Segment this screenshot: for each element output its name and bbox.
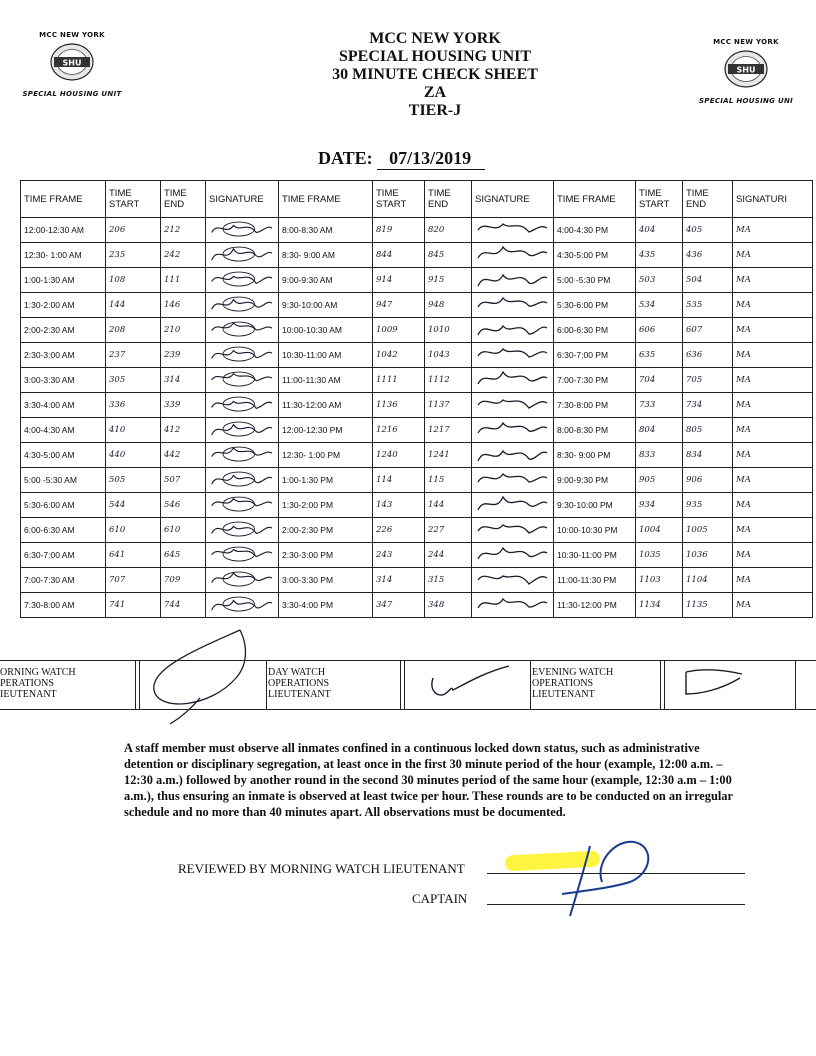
evening-watch-label: EVENING WATCH OPERATIONS LIEUTENANT bbox=[532, 667, 614, 700]
handwritten-signature-mark bbox=[475, 593, 554, 615]
time-end-cell: 709 bbox=[161, 568, 206, 593]
time-frame-cell: 9:30-10:00 PM bbox=[554, 493, 636, 518]
signature-cell: MA bbox=[733, 518, 813, 543]
signature-cell bbox=[472, 418, 554, 443]
time-start-cell: 505 bbox=[106, 468, 161, 493]
time-start-cell: 143 bbox=[373, 493, 425, 518]
time-frame-cell: 3:30-4:00 AM bbox=[21, 393, 106, 418]
date-value: 07/13/2019 bbox=[377, 148, 485, 170]
time-start-cell: 844 bbox=[373, 243, 425, 268]
signature-cell bbox=[206, 218, 279, 243]
time-end-cell: 339 bbox=[161, 393, 206, 418]
time-end-cell: 636 bbox=[683, 343, 733, 368]
handwritten-signature-mark bbox=[209, 568, 279, 590]
col-header: TIME END bbox=[683, 181, 733, 218]
handwritten-signature-mark bbox=[475, 343, 554, 365]
time-frame-cell: 10:30-11:00 AM bbox=[279, 343, 373, 368]
signature-cell: MA bbox=[733, 593, 813, 618]
col-header: TIME START bbox=[636, 181, 683, 218]
signature-cell bbox=[206, 268, 279, 293]
date-field bbox=[318, 148, 485, 170]
handwritten-signature-mark bbox=[475, 268, 554, 290]
table-row bbox=[21, 518, 813, 543]
signature-cell bbox=[206, 368, 279, 393]
table-row bbox=[21, 293, 813, 318]
signature-cell bbox=[206, 343, 279, 368]
signature-cell: MA bbox=[733, 243, 813, 268]
time-end-cell: 805 bbox=[683, 418, 733, 443]
time-frame-cell: 10:30-11:00 PM bbox=[554, 543, 636, 568]
handwritten-signature-mark bbox=[209, 468, 279, 490]
time-start-cell: 1136 bbox=[373, 393, 425, 418]
time-end-cell: 610 bbox=[161, 518, 206, 543]
time-frame-cell: 1:30-2:00 AM bbox=[21, 293, 106, 318]
time-frame-cell: 12:30- 1:00 AM bbox=[21, 243, 106, 268]
morning-watch-label: ORNING WATCH PERATIONS IEUTENANT bbox=[0, 667, 76, 700]
table-row bbox=[21, 468, 813, 493]
time-end-cell: 1005 bbox=[683, 518, 733, 543]
table-row bbox=[21, 368, 813, 393]
signature-cell: MA bbox=[733, 368, 813, 393]
signature-cell bbox=[472, 443, 554, 468]
time-end-cell: 242 bbox=[161, 243, 206, 268]
time-end-cell: 244 bbox=[425, 543, 472, 568]
time-frame-cell: 5:00 -5:30 AM bbox=[21, 468, 106, 493]
handwritten-signature-mark bbox=[475, 493, 554, 515]
time-end-cell: 1104 bbox=[683, 568, 733, 593]
signature-cell bbox=[206, 443, 279, 468]
time-frame-cell: 7:30-8:00 PM bbox=[554, 393, 636, 418]
signature-cell bbox=[472, 343, 554, 368]
signature-cell bbox=[206, 318, 279, 343]
handwritten-signature-mark bbox=[209, 368, 279, 390]
time-start-cell: 243 bbox=[373, 543, 425, 568]
time-end-cell: 705 bbox=[683, 368, 733, 393]
signature-cell bbox=[472, 493, 554, 518]
time-start-cell: 804 bbox=[636, 418, 683, 443]
signature-cell bbox=[472, 468, 554, 493]
time-frame-cell: 7:30-8:00 AM bbox=[21, 593, 106, 618]
time-start-cell: 544 bbox=[106, 493, 161, 518]
signature-cell bbox=[472, 568, 554, 593]
time-end-cell: 1112 bbox=[425, 368, 472, 393]
time-end-cell: 314 bbox=[161, 368, 206, 393]
time-end-cell: 442 bbox=[161, 443, 206, 468]
time-end-cell: 115 bbox=[425, 468, 472, 493]
table-header-row bbox=[21, 181, 813, 218]
time-frame-cell: 6:00-6:30 PM bbox=[554, 318, 636, 343]
time-start-cell: 404 bbox=[636, 218, 683, 243]
col-header: SIGNATURE bbox=[206, 181, 279, 218]
time-frame-cell: 4:00-4:30 PM bbox=[554, 218, 636, 243]
signature-cell bbox=[472, 243, 554, 268]
time-start-cell: 347 bbox=[373, 593, 425, 618]
time-start-cell: 947 bbox=[373, 293, 425, 318]
time-end-cell: 111 bbox=[161, 268, 206, 293]
signature-cell: MA bbox=[733, 493, 813, 518]
time-frame-cell: 7:00-7:30 AM bbox=[21, 568, 106, 593]
table-row bbox=[21, 343, 813, 368]
handwritten-signature-mark bbox=[475, 468, 554, 490]
signature-cell bbox=[206, 493, 279, 518]
signature-cell bbox=[472, 368, 554, 393]
time-end-cell: 820 bbox=[425, 218, 472, 243]
handwritten-signature-mark bbox=[475, 568, 554, 590]
time-end-cell: 906 bbox=[683, 468, 733, 493]
handwritten-signature-mark bbox=[209, 543, 279, 565]
time-end-cell: 348 bbox=[425, 593, 472, 618]
time-start-cell: 1134 bbox=[636, 593, 683, 618]
signature-cell bbox=[472, 293, 554, 318]
time-frame-cell: 5:30-6:00 AM bbox=[21, 493, 106, 518]
time-end-cell: 504 bbox=[683, 268, 733, 293]
time-start-cell: 1009 bbox=[373, 318, 425, 343]
table-row bbox=[21, 243, 813, 268]
time-end-cell: 744 bbox=[161, 593, 206, 618]
time-frame-cell: 10:00-10:30 AM bbox=[279, 318, 373, 343]
time-end-cell: 507 bbox=[161, 468, 206, 493]
time-frame-cell: 3:00-3:30 PM bbox=[279, 568, 373, 593]
time-frame-cell: 8:30- 9:00 PM bbox=[554, 443, 636, 468]
time-start-cell: 606 bbox=[636, 318, 683, 343]
signature-cell bbox=[472, 543, 554, 568]
right-seal-text: SHU bbox=[736, 65, 756, 75]
right-logo bbox=[696, 38, 796, 105]
signature-cell bbox=[472, 318, 554, 343]
signature-cell bbox=[206, 243, 279, 268]
time-end-cell: 935 bbox=[683, 493, 733, 518]
signature-cell: MA bbox=[733, 218, 813, 243]
handwritten-signature-mark bbox=[475, 418, 554, 440]
signature-cell bbox=[472, 593, 554, 618]
time-frame-cell: 12:30- 1:00 PM bbox=[279, 443, 373, 468]
time-frame-cell: 6:30-7:00 AM bbox=[21, 543, 106, 568]
time-start-cell: 226 bbox=[373, 518, 425, 543]
header-line-4: ZA bbox=[423, 84, 447, 101]
time-start-cell: 108 bbox=[106, 268, 161, 293]
time-start-cell: 206 bbox=[106, 218, 161, 243]
time-end-cell: 1241 bbox=[425, 443, 472, 468]
left-logo-top-text: MCC NEW YORK bbox=[39, 31, 105, 39]
time-end-cell: 212 bbox=[161, 218, 206, 243]
handwritten-signature-mark bbox=[475, 368, 554, 390]
evening-watch-signature-mark bbox=[680, 664, 750, 704]
signature-cell: MA bbox=[733, 393, 813, 418]
time-end-cell: 645 bbox=[161, 543, 206, 568]
col-header: SIGNATURI bbox=[733, 181, 813, 218]
time-start-cell: 610 bbox=[106, 518, 161, 543]
time-frame-cell: 8:30- 9:00 AM bbox=[279, 243, 373, 268]
time-start-cell: 144 bbox=[106, 293, 161, 318]
signature-cell bbox=[472, 218, 554, 243]
signature-cell bbox=[206, 568, 279, 593]
time-end-cell: 845 bbox=[425, 243, 472, 268]
header-line-5: TIER-J bbox=[408, 102, 462, 119]
time-end-cell: 1137 bbox=[425, 393, 472, 418]
time-frame-cell: 9:30-10:00 AM bbox=[279, 293, 373, 318]
col-header: SIGNATURE bbox=[472, 181, 554, 218]
time-end-cell: 546 bbox=[161, 493, 206, 518]
time-start-cell: 235 bbox=[106, 243, 161, 268]
time-frame-cell: 8:00-8:30 PM bbox=[554, 418, 636, 443]
col-header: TIME END bbox=[161, 181, 206, 218]
time-start-cell: 237 bbox=[106, 343, 161, 368]
time-frame-cell: 8:00-8:30 AM bbox=[279, 218, 373, 243]
time-start-cell: 314 bbox=[373, 568, 425, 593]
time-start-cell: 934 bbox=[636, 493, 683, 518]
time-frame-cell: 12:00-12:30 AM bbox=[21, 218, 106, 243]
captain-label: CAPTAIN bbox=[412, 891, 468, 906]
header-line-3: 30 MINUTE CHECK SHEET bbox=[332, 66, 538, 83]
left-seal-text: SHU bbox=[62, 58, 82, 68]
handwritten-signature-mark bbox=[209, 268, 279, 290]
time-frame-cell: 6:00-6:30 AM bbox=[21, 518, 106, 543]
left-logo bbox=[22, 31, 122, 98]
handwritten-signature-mark bbox=[475, 218, 554, 240]
time-end-cell: 1217 bbox=[425, 418, 472, 443]
time-frame-cell: 5:30-6:00 PM bbox=[554, 293, 636, 318]
time-frame-cell: 3:00-3:30 AM bbox=[21, 368, 106, 393]
time-end-cell: 146 bbox=[161, 293, 206, 318]
time-end-cell: 915 bbox=[425, 268, 472, 293]
table-row bbox=[21, 268, 813, 293]
document-header bbox=[280, 30, 590, 120]
time-end-cell: 1010 bbox=[425, 318, 472, 343]
time-start-cell: 440 bbox=[106, 443, 161, 468]
handwritten-signature-mark bbox=[209, 318, 279, 340]
table-row bbox=[21, 393, 813, 418]
handwritten-signature-mark bbox=[475, 543, 554, 565]
time-frame-cell: 1:00-1:30 AM bbox=[21, 268, 106, 293]
handwritten-signature-mark bbox=[209, 443, 279, 465]
time-end-cell: 607 bbox=[683, 318, 733, 343]
time-frame-cell: 2:30-3:00 AM bbox=[21, 343, 106, 368]
time-frame-cell: 1:30-2:00 PM bbox=[279, 493, 373, 518]
col-header: TIME START bbox=[373, 181, 425, 218]
signature-cell: MA bbox=[733, 443, 813, 468]
day-watch-label: DAY WATCH OPERATIONS LIEUTENANT bbox=[268, 667, 331, 700]
right-logo-bottom-text: SPECIAL HOUSING UNI bbox=[698, 97, 794, 105]
time-frame-cell: 10:00-10:30 PM bbox=[554, 518, 636, 543]
time-end-cell: 315 bbox=[425, 568, 472, 593]
shu-seal-icon bbox=[723, 49, 769, 89]
col-header: TIME FRAME bbox=[554, 181, 636, 218]
time-frame-cell: 11:30-12:00 PM bbox=[554, 593, 636, 618]
time-frame-cell: 9:00-9:30 PM bbox=[554, 468, 636, 493]
time-frame-cell: 4:00-4:30 AM bbox=[21, 418, 106, 443]
time-start-cell: 635 bbox=[636, 343, 683, 368]
col-header: TIME START bbox=[106, 181, 161, 218]
time-frame-cell: 5:00 -5:30 PM bbox=[554, 268, 636, 293]
time-end-cell: 405 bbox=[683, 218, 733, 243]
time-start-cell: 704 bbox=[636, 368, 683, 393]
time-start-cell: 1035 bbox=[636, 543, 683, 568]
handwritten-signature-mark bbox=[475, 443, 554, 465]
signature-cell: MA bbox=[733, 418, 813, 443]
handwritten-signature-mark bbox=[475, 293, 554, 315]
time-end-cell: 1036 bbox=[683, 543, 733, 568]
time-start-cell: 905 bbox=[636, 468, 683, 493]
handwritten-signature-mark bbox=[209, 343, 279, 365]
time-frame-cell: 2:00-2:30 AM bbox=[21, 318, 106, 343]
time-frame-cell: 11:30-12:00 AM bbox=[279, 393, 373, 418]
handwritten-signature-mark bbox=[475, 393, 554, 415]
time-end-cell: 227 bbox=[425, 518, 472, 543]
day-watch-signature-mark bbox=[425, 664, 515, 704]
time-frame-cell: 4:30-5:00 AM bbox=[21, 443, 106, 468]
time-frame-cell: 12:00-12:30 PM bbox=[279, 418, 373, 443]
time-frame-cell: 2:30-3:00 PM bbox=[279, 543, 373, 568]
signature-cell: MA bbox=[733, 343, 813, 368]
handwritten-signature-mark bbox=[209, 218, 279, 240]
time-start-cell: 733 bbox=[636, 393, 683, 418]
time-end-cell: 144 bbox=[425, 493, 472, 518]
time-frame-cell: 11:00-11:30 PM bbox=[554, 568, 636, 593]
handwritten-signature-mark bbox=[209, 393, 279, 415]
check-sheet-table bbox=[20, 180, 813, 618]
time-end-cell: 734 bbox=[683, 393, 733, 418]
signature-cell bbox=[472, 268, 554, 293]
time-start-cell: 819 bbox=[373, 218, 425, 243]
time-start-cell: 641 bbox=[106, 543, 161, 568]
time-start-cell: 503 bbox=[636, 268, 683, 293]
time-end-cell: 436 bbox=[683, 243, 733, 268]
time-frame-cell: 3:30-4:00 PM bbox=[279, 593, 373, 618]
header-line-1: MCC NEW YORK bbox=[369, 30, 501, 47]
time-end-cell: 412 bbox=[161, 418, 206, 443]
header-line-2: SPECIAL HOUSING UNIT bbox=[338, 48, 532, 65]
time-end-cell: 210 bbox=[161, 318, 206, 343]
table-row bbox=[21, 418, 813, 443]
time-start-cell: 534 bbox=[636, 293, 683, 318]
signature-cell bbox=[206, 543, 279, 568]
review-lieutenant-label: REVIEWED BY MORNING WATCH LIEUTENANT bbox=[178, 861, 465, 876]
signature-cell: MA bbox=[733, 468, 813, 493]
time-frame-cell: 11:00-11:30 AM bbox=[279, 368, 373, 393]
handwritten-signature-mark bbox=[209, 418, 279, 440]
time-end-cell: 239 bbox=[161, 343, 206, 368]
time-start-cell: 741 bbox=[106, 593, 161, 618]
handwritten-signature-mark bbox=[209, 293, 279, 315]
time-start-cell: 1111 bbox=[373, 368, 425, 393]
time-start-cell: 1103 bbox=[636, 568, 683, 593]
table-row bbox=[21, 318, 813, 343]
time-end-cell: 1043 bbox=[425, 343, 472, 368]
time-start-cell: 435 bbox=[636, 243, 683, 268]
handwritten-signature-mark bbox=[209, 493, 279, 515]
signature-cell bbox=[472, 393, 554, 418]
time-frame-cell: 1:00-1:30 PM bbox=[279, 468, 373, 493]
handwritten-signature-mark bbox=[475, 243, 554, 265]
signature-cell: MA bbox=[733, 268, 813, 293]
time-end-cell: 948 bbox=[425, 293, 472, 318]
signature-cell bbox=[206, 418, 279, 443]
signature-cell bbox=[206, 293, 279, 318]
time-frame-cell: 2:00-2:30 PM bbox=[279, 518, 373, 543]
col-header: TIME FRAME bbox=[279, 181, 373, 218]
table-row bbox=[21, 568, 813, 593]
time-start-cell: 305 bbox=[106, 368, 161, 393]
signature-cell bbox=[206, 393, 279, 418]
time-start-cell: 707 bbox=[106, 568, 161, 593]
time-start-cell: 833 bbox=[636, 443, 683, 468]
handwritten-signature-mark bbox=[475, 318, 554, 340]
col-header: TIME END bbox=[425, 181, 472, 218]
time-end-cell: 535 bbox=[683, 293, 733, 318]
time-end-cell: 1135 bbox=[683, 593, 733, 618]
handwritten-signature-mark bbox=[209, 593, 279, 615]
time-frame-cell: 7:00-7:30 PM bbox=[554, 368, 636, 393]
signature-cell bbox=[206, 468, 279, 493]
date-label: DATE: bbox=[318, 148, 373, 168]
time-start-cell: 1004 bbox=[636, 518, 683, 543]
table-row bbox=[21, 543, 813, 568]
time-frame-cell: 6:30-7:00 PM bbox=[554, 343, 636, 368]
time-end-cell: 834 bbox=[683, 443, 733, 468]
table-row bbox=[21, 493, 813, 518]
table-body bbox=[21, 218, 813, 618]
signature-cell: MA bbox=[733, 543, 813, 568]
time-frame-cell: 9:00-9:30 AM bbox=[279, 268, 373, 293]
handwritten-signature-mark bbox=[209, 518, 279, 540]
table-row bbox=[21, 218, 813, 243]
time-start-cell: 208 bbox=[106, 318, 161, 343]
table-row bbox=[21, 593, 813, 618]
time-start-cell: 1240 bbox=[373, 443, 425, 468]
col-header: TIME FRAME bbox=[21, 181, 106, 218]
left-logo-bottom-text: SPECIAL HOUSING UNIT bbox=[22, 90, 122, 98]
policy-paragraph: A staff member must observe all inmates confined in a continuous locked down status, such as administrative detention or disciplinary segregation, at least once in the first 30 minute period of the hour (example, 12:00 a.m. – 12:30 a.m.) followed by another round in the second 30 minutes period of the same hour (example, 12:30 a.m – 1:00 a.m.), thus ensuring an inmate is observed at least twice per hour. These rounds are to be conducted on an irregular schedule and no more than 40 minutes apart. All observations must be documented. bbox=[124, 741, 733, 819]
table-row bbox=[21, 443, 813, 468]
time-start-cell: 336 bbox=[106, 393, 161, 418]
handwritten-signature-mark bbox=[475, 518, 554, 540]
shu-seal-icon bbox=[49, 42, 95, 82]
time-frame-cell: 4:30-5:00 PM bbox=[554, 243, 636, 268]
signature-cell bbox=[472, 518, 554, 543]
time-start-cell: 1042 bbox=[373, 343, 425, 368]
signature-cell: MA bbox=[733, 318, 813, 343]
signature-cell: MA bbox=[733, 568, 813, 593]
time-start-cell: 1216 bbox=[373, 418, 425, 443]
signature-cell: MA bbox=[733, 293, 813, 318]
signature-cell bbox=[206, 593, 279, 618]
time-start-cell: 410 bbox=[106, 418, 161, 443]
time-start-cell: 914 bbox=[373, 268, 425, 293]
signature-cell bbox=[206, 518, 279, 543]
right-logo-top-text: MCC NEW YORK bbox=[713, 38, 779, 46]
time-start-cell: 114 bbox=[373, 468, 425, 493]
handwritten-signature-mark bbox=[209, 243, 279, 265]
reviewer-signature-mark bbox=[550, 830, 660, 920]
